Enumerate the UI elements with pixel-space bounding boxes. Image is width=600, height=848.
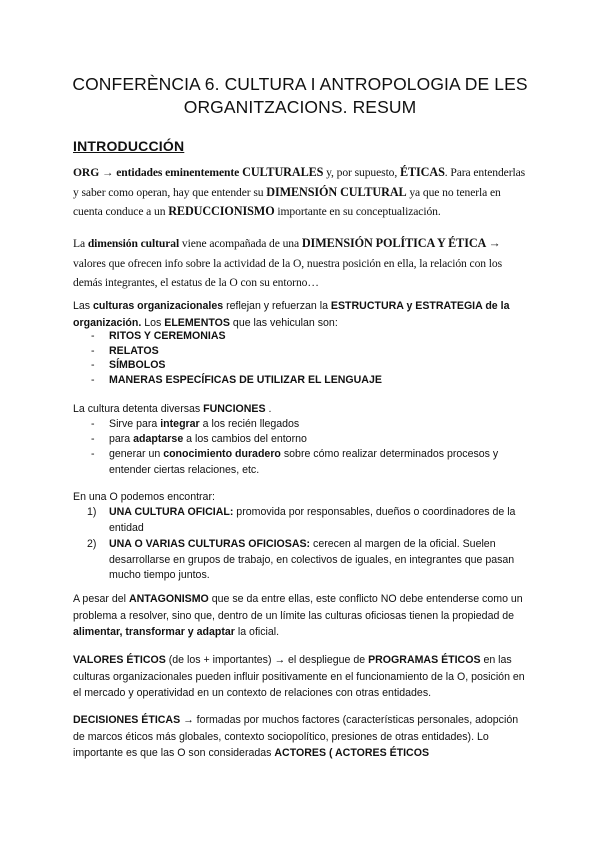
- bold-text: ELEMENTOS: [164, 316, 230, 329]
- list-item: [73, 358, 533, 373]
- dash-bullet: -: [91, 374, 95, 387]
- list-number: 2): [87, 538, 97, 550]
- bold-text: UNA O VARIAS CULTURAS OFICIOSAS:: [109, 538, 311, 550]
- bold-text: REDUCCIONISMO: [168, 204, 275, 218]
- text: a los cambios del entorno: [183, 433, 307, 446]
- text: .: [265, 403, 272, 415]
- text: Los: [141, 316, 165, 329]
- bold-text: UNA CULTURA OFICIAL:: [109, 506, 234, 518]
- list-item: [73, 447, 533, 477]
- bold-text: ÉTICAS: [399, 165, 445, 179]
- bold-text: ACTORES ( ACTORES ÉTICOS: [274, 747, 430, 759]
- paragraph-in-an-o: En una O podemos encontrar:: [73, 491, 215, 503]
- text: Las: [73, 300, 94, 312]
- text: . Para entenderlas y saber como operan, hay que entender su: [73, 166, 526, 199]
- bold-text: dimensión cultural: [87, 237, 180, 250]
- dash-bullet: -: [91, 448, 95, 461]
- bold-text: PROGRAMAS ÉTICOS: [368, 654, 481, 666]
- dash-bullet: -: [91, 418, 95, 430]
- bold-text: ESTRUCTURA y ESTRATEGIA de la organización.: [73, 300, 510, 329]
- text: que se da entre ellas, este conflicto NO debe entenderse como un problema a resolver, sino que, dentro de un límite las culturas oficiosas tienen la propiedad de: [73, 593, 523, 622]
- text: generar un: [109, 448, 164, 461]
- text: promovida por responsables, dueños o coordinadores de la entidad: [109, 506, 516, 534]
- list-item: [73, 537, 533, 584]
- dash-bullet: -: [91, 330, 95, 342]
- list-item: [73, 505, 533, 536]
- document-title: [40, 73, 560, 119]
- list-item-text: RITOS Y CEREMONIAS: [109, 330, 226, 342]
- elements-list: [73, 329, 533, 388]
- bold-text: integrar: [160, 418, 200, 430]
- dash-bullet: -: [91, 433, 95, 446]
- text: y, por supuesto,: [323, 166, 400, 179]
- paragraph-ethical-decisions: [73, 712, 528, 762]
- bold-text: ANTAGONISMO: [128, 593, 209, 605]
- list-item: [73, 417, 533, 432]
- paragraph-ethical-values: [73, 652, 528, 702]
- bold-text: DIMENSIÓN POLÍTICA Y ÉTICA →: [301, 236, 501, 250]
- functions-list: [73, 417, 533, 478]
- list-item: [73, 344, 533, 359]
- text: para: [109, 433, 134, 446]
- bold-text: DIMENSIÓN CULTURAL: [266, 184, 407, 199]
- text: importante en su conceptualización.: [274, 205, 441, 218]
- text: a los recién llegados: [199, 418, 300, 430]
- dash-bullet: -: [91, 359, 95, 372]
- list-item: [73, 329, 533, 344]
- list-item: [73, 373, 533, 388]
- title-line-1: CONFERÈNCIA 6. CULTURA I ANTROPOLOGIA DE LES: [72, 74, 528, 94]
- text: valores que ofrecen info sobre la actividad de la O, nuestra posición en ella, la relación con los demás integrantes, el estatus de la O con su entorno…: [73, 256, 502, 289]
- paragraph-org-definition: [73, 163, 528, 222]
- bold-text: adaptarse: [133, 433, 184, 446]
- arrow-text: →: [99, 166, 117, 179]
- bold-text: DECISIONES ÉTICAS: [73, 714, 181, 726]
- org-term: ORG: [73, 166, 100, 179]
- text: sobre cómo realizar determinados procesos y entender ciertas relaciones, etc.: [109, 448, 499, 476]
- list-item-text: MANERAS ESPECÍFICAS DE UTILIZAR EL LENGUAJE: [109, 374, 382, 387]
- text: reflejan y refuerzan la: [223, 300, 331, 312]
- text: (de los + importantes) → el despliegue de: [165, 654, 369, 666]
- bold-text: culturas organizacionales: [93, 300, 224, 312]
- text: en las culturas organizacionales pueden influir positivamente en el funcionamiento de la O, posición en el mercado y operatividad en un contexto de relaciones con otras entidades.: [73, 654, 525, 699]
- bold-text: CULTURALES: [239, 165, 324, 179]
- list-number: 1): [87, 506, 97, 518]
- text: ya que no tenerla en cuenta conduce a un: [73, 185, 501, 218]
- bold-text: alimentar, transformar y adaptar: [73, 626, 235, 638]
- text: La: [73, 237, 88, 250]
- text: La cultura detenta diversas: [73, 403, 204, 415]
- paragraph-antagonism: [73, 591, 528, 641]
- text: → formadas por muchos factores (características personales, adopción de marcos éticos más globales, contexto sociopolítico, presiones de otras entidades). Lo importante es que las O son consideradas: [73, 714, 519, 759]
- bold-text: conocimiento duradero: [163, 448, 281, 461]
- section-heading-introduccion: INTRODUCCIÓN: [73, 138, 185, 154]
- paragraph-functions: [73, 401, 528, 418]
- title-line-2: ORGANITZACIONS. RESUM: [183, 97, 417, 117]
- paragraph-cultural-dimension: [73, 234, 528, 293]
- bold-text: FUNCIONES: [203, 403, 266, 415]
- text: A pesar del: [73, 593, 129, 605]
- text: Sirve para: [109, 418, 161, 430]
- list-item-text: RELATOS: [109, 344, 159, 357]
- cultures-list: [73, 505, 533, 585]
- text: que las vehiculan son:: [229, 316, 338, 329]
- text: viene acompañada de una: [179, 237, 302, 250]
- text: la oficial.: [234, 626, 280, 638]
- list-item: [73, 432, 533, 447]
- list-item-text: SÍMBOLOS: [109, 359, 166, 372]
- paragraph-organizational-cultures: [73, 298, 528, 331]
- bold-text: VALORES ÉTICOS: [73, 654, 166, 666]
- bold-text: entidades eminentemente: [116, 166, 240, 179]
- dash-bullet: -: [91, 344, 95, 357]
- text: cerecen al margen de la oficial. Suelen desarrollarse en grupos de trabajo, en colectivos de iguales, en integrantes que pasan mucho tiempo juntos.: [109, 538, 515, 581]
